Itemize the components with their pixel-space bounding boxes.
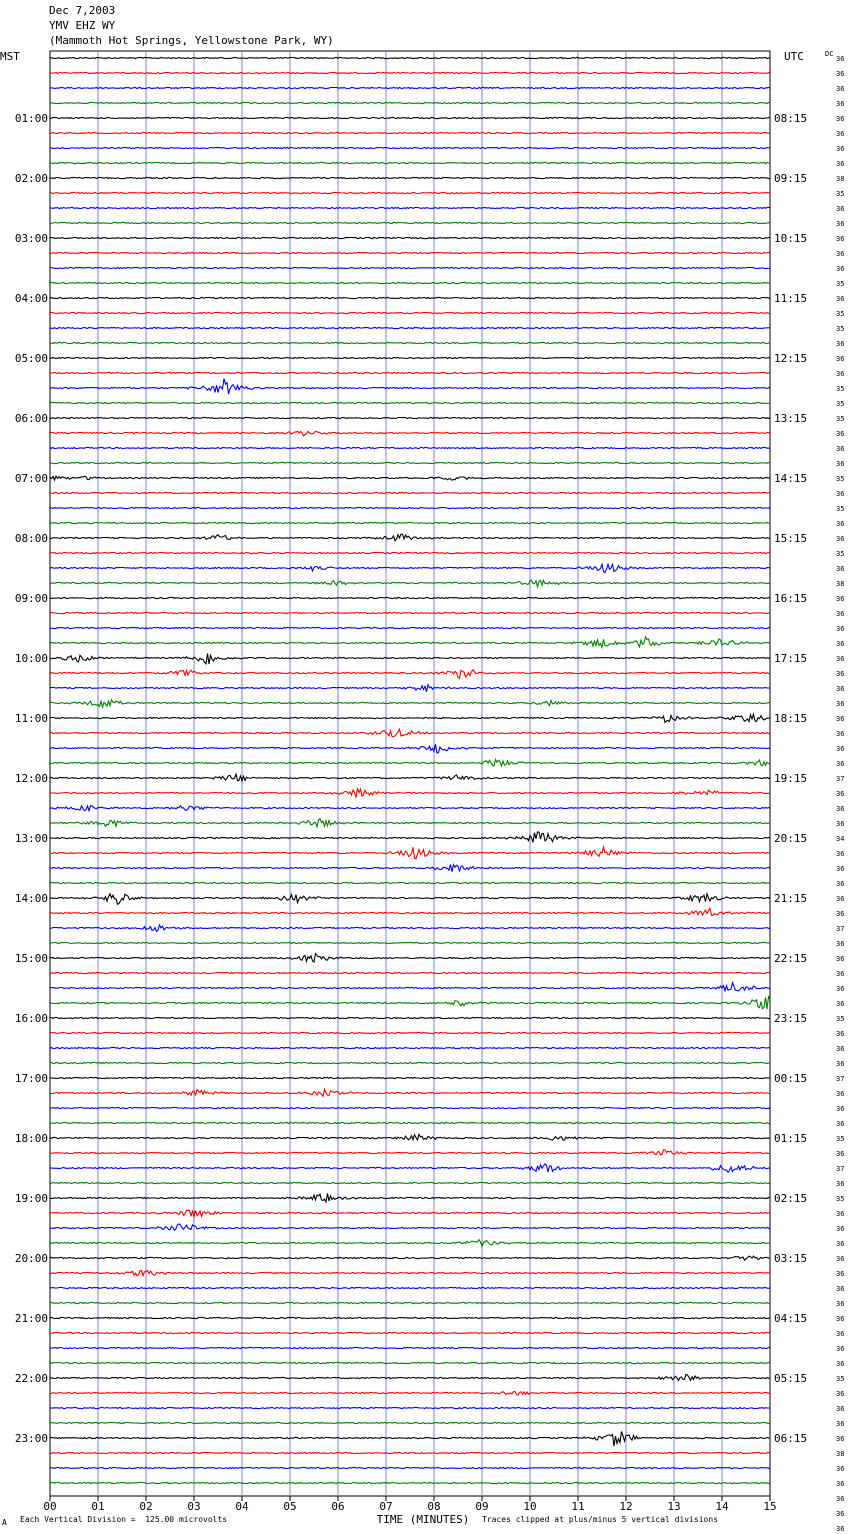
trace-line bbox=[50, 222, 770, 223]
x-tick-label: 08 bbox=[427, 1500, 441, 1513]
mst-hour-label: 07:00 bbox=[14, 472, 48, 485]
trace-line bbox=[50, 1240, 770, 1247]
trace-line bbox=[50, 357, 770, 358]
dc-offset-value: 38 bbox=[836, 175, 845, 183]
trace-line bbox=[50, 522, 770, 523]
trace-line bbox=[50, 507, 770, 508]
mst-hour-label: 17:00 bbox=[14, 1072, 48, 1085]
trace-line bbox=[50, 177, 770, 178]
trace-line bbox=[50, 87, 770, 88]
trace-line bbox=[50, 1107, 770, 1108]
trace-line bbox=[50, 597, 770, 598]
dc-offset-value: 36 bbox=[836, 1390, 845, 1398]
utc-hour-label: 05:15 bbox=[774, 1372, 808, 1385]
trace-line bbox=[50, 819, 770, 827]
x-tick-label: 13 bbox=[667, 1500, 681, 1513]
mst-hour-label: 12:00 bbox=[14, 772, 48, 785]
trace-line bbox=[50, 476, 770, 480]
utc-hour-label: 16:15 bbox=[774, 592, 808, 605]
mst-hour-label: 08:00 bbox=[14, 532, 48, 545]
trace-line bbox=[50, 832, 770, 842]
trace-line bbox=[50, 972, 770, 973]
chart-date: Dec 7,2003 bbox=[49, 4, 116, 17]
corner-mark: A bbox=[2, 1518, 7, 1527]
utc-hour-label: 14:15 bbox=[774, 472, 808, 485]
station-location: (Mammoth Hot Springs, Yellowstone Park, WY) bbox=[49, 34, 334, 47]
dc-offset-value: 37 bbox=[836, 1075, 845, 1083]
utc-hour-label: 13:15 bbox=[774, 412, 808, 425]
dc-offset-value: 36 bbox=[836, 235, 845, 243]
dc-offset-value: 36 bbox=[836, 685, 845, 693]
trace-line bbox=[50, 379, 770, 394]
trace-line bbox=[50, 909, 770, 916]
dc-label: DC bbox=[825, 50, 834, 58]
x-tick-label: 07 bbox=[379, 1500, 393, 1513]
trace-line bbox=[50, 297, 770, 298]
trace-line bbox=[50, 431, 770, 436]
dc-offset-value: 36 bbox=[836, 370, 845, 378]
trace-line bbox=[50, 132, 770, 133]
dc-offset-value: 36 bbox=[836, 805, 845, 813]
x-tick-label: 09 bbox=[475, 1500, 489, 1513]
mst-hour-label: 15:00 bbox=[14, 952, 48, 965]
utc-hour-label: 06:15 bbox=[774, 1432, 808, 1445]
trace-line bbox=[50, 729, 770, 737]
dc-offset-value: 36 bbox=[836, 1330, 845, 1338]
mst-hour-label: 18:00 bbox=[14, 1132, 48, 1145]
dc-offset-value: 36 bbox=[836, 1465, 845, 1473]
dc-offset-value: 36 bbox=[836, 910, 845, 918]
trace-line bbox=[50, 653, 770, 664]
dc-offset-value: 36 bbox=[836, 1405, 845, 1413]
x-tick-label: 01 bbox=[91, 1500, 105, 1513]
utc-hour-label: 00:15 bbox=[774, 1072, 808, 1085]
dc-offset-value: 35 bbox=[836, 325, 845, 333]
trace-line bbox=[50, 774, 770, 781]
trace-line bbox=[50, 954, 770, 963]
trace-line bbox=[50, 1122, 770, 1123]
mst-hour-label: 10:00 bbox=[14, 652, 48, 665]
utc-hour-label: 12:15 bbox=[774, 352, 808, 365]
trace-line bbox=[50, 1432, 770, 1447]
dc-offset-value: 36 bbox=[836, 1150, 845, 1158]
dc-offset-value: 36 bbox=[836, 865, 845, 873]
mst-hour-label: 01:00 bbox=[14, 112, 48, 125]
trace-line bbox=[50, 1317, 770, 1318]
trace-line bbox=[50, 1182, 770, 1183]
utc-hour-label: 02:15 bbox=[774, 1192, 808, 1205]
dc-offset-value: 35 bbox=[836, 1195, 845, 1203]
dc-offset-value: 36 bbox=[836, 625, 845, 633]
mst-axis-label: MST bbox=[0, 50, 20, 63]
trace-line bbox=[50, 1347, 770, 1348]
trace-line bbox=[50, 1256, 770, 1260]
dc-offset-value: 36 bbox=[836, 295, 845, 303]
dc-offset-value: 36 bbox=[836, 640, 845, 648]
dc-offset-value: 36 bbox=[836, 745, 845, 753]
dc-offset-value: 36 bbox=[836, 670, 845, 678]
dc-offset-value: 34 bbox=[836, 835, 845, 843]
dc-offset-value: 35 bbox=[836, 190, 845, 198]
mst-hour-label: 05:00 bbox=[14, 352, 48, 365]
dc-offset-value: 35 bbox=[836, 400, 845, 408]
dc-offset-value: 36 bbox=[836, 205, 845, 213]
trace-line bbox=[50, 685, 770, 692]
trace-line bbox=[50, 1362, 770, 1363]
dc-offset-value: 36 bbox=[836, 565, 845, 573]
trace-line bbox=[50, 983, 770, 991]
dc-offset-value: 35 bbox=[836, 385, 845, 393]
dc-offset-value: 36 bbox=[836, 100, 845, 108]
utc-hour-label: 09:15 bbox=[774, 172, 808, 185]
dc-offset-value: 36 bbox=[836, 610, 845, 618]
dc-offset-value: 36 bbox=[836, 1510, 845, 1518]
dc-offset-value: 37 bbox=[836, 925, 845, 933]
mst-hour-label: 13:00 bbox=[14, 832, 48, 845]
trace-line bbox=[50, 207, 770, 208]
trace-line bbox=[50, 612, 770, 613]
trace-line bbox=[50, 865, 770, 872]
utc-hour-label: 20:15 bbox=[774, 832, 808, 845]
trace-line bbox=[50, 492, 770, 493]
trace-line bbox=[50, 847, 770, 859]
dc-offset-value: 36 bbox=[836, 1525, 845, 1533]
trace-line bbox=[50, 1302, 770, 1303]
dc-offset-value: 37 bbox=[836, 1165, 845, 1173]
dc-offset-value: 36 bbox=[836, 985, 845, 993]
dc-offset-value: 35 bbox=[836, 1135, 845, 1143]
station-code: YMV EHZ WY bbox=[49, 19, 116, 32]
dc-offset-value: 36 bbox=[836, 700, 845, 708]
mst-hour-label: 21:00 bbox=[14, 1312, 48, 1325]
dc-offset-value: 36 bbox=[836, 1210, 845, 1218]
trace-line bbox=[50, 237, 770, 238]
trace-line bbox=[50, 192, 770, 193]
trace-line bbox=[50, 1224, 770, 1230]
dc-offset-value: 36 bbox=[836, 760, 845, 768]
dc-offset-value: 35 bbox=[836, 415, 845, 423]
trace-line bbox=[50, 1392, 770, 1396]
utc-hour-label: 17:15 bbox=[774, 652, 808, 665]
dc-offset-value: 36 bbox=[836, 655, 845, 663]
dc-offset-value: 36 bbox=[836, 1120, 845, 1128]
dc-offset-value: 36 bbox=[836, 1285, 845, 1293]
trace-line bbox=[50, 1150, 770, 1155]
dc-offset-value: 36 bbox=[836, 250, 845, 258]
dc-offset-value: 36 bbox=[836, 340, 845, 348]
dc-offset-value: 36 bbox=[836, 1225, 845, 1233]
dc-offset-value: 36 bbox=[836, 265, 845, 273]
trace-line bbox=[50, 1077, 770, 1078]
trace-line bbox=[50, 162, 770, 163]
trace-line bbox=[50, 1062, 770, 1063]
dc-offset-value: 38 bbox=[836, 1450, 845, 1458]
dc-offset-value: 36 bbox=[836, 55, 845, 63]
dc-offset-value: 36 bbox=[836, 490, 845, 498]
dc-offset-value: 36 bbox=[836, 445, 845, 453]
dc-offset-value: 38 bbox=[836, 580, 845, 588]
utc-hour-label: 04:15 bbox=[774, 1312, 808, 1325]
x-tick-label: 02 bbox=[139, 1500, 153, 1513]
dc-offset-value: 36 bbox=[836, 1315, 845, 1323]
dc-offset-value: 36 bbox=[836, 1270, 845, 1278]
utc-hour-label: 19:15 bbox=[774, 772, 808, 785]
mst-hour-label: 22:00 bbox=[14, 1372, 48, 1385]
x-tick-label: 12 bbox=[619, 1500, 633, 1513]
trace-line bbox=[50, 700, 770, 707]
dc-offset-value: 36 bbox=[836, 820, 845, 828]
utc-hour-label: 11:15 bbox=[774, 292, 808, 305]
dc-offset-value: 35 bbox=[836, 550, 845, 558]
dc-offset-value: 36 bbox=[836, 130, 845, 138]
dc-offset-value: 36 bbox=[836, 1045, 845, 1053]
dc-offset-value: 36 bbox=[836, 220, 845, 228]
dc-offset-value: 36 bbox=[836, 715, 845, 723]
utc-hour-label: 01:15 bbox=[774, 1132, 808, 1145]
mst-hour-label: 04:00 bbox=[14, 292, 48, 305]
dc-offset-value: 37 bbox=[836, 775, 845, 783]
dc-offset-value: 36 bbox=[836, 1495, 845, 1503]
trace-line bbox=[50, 102, 770, 103]
utc-hour-label: 23:15 bbox=[774, 1012, 808, 1025]
dc-offset-value: 36 bbox=[836, 460, 845, 468]
trace-line bbox=[50, 942, 770, 943]
trace-line bbox=[50, 1452, 770, 1453]
dc-offset-value: 36 bbox=[836, 595, 845, 603]
dc-offset-value: 36 bbox=[836, 1360, 845, 1368]
dc-offset-value: 35 bbox=[836, 310, 845, 318]
dc-offset-value: 35 bbox=[836, 475, 845, 483]
dc-offset-value: 36 bbox=[836, 1435, 845, 1443]
dc-offset-value: 36 bbox=[836, 970, 845, 978]
x-tick-label: 03 bbox=[187, 1500, 201, 1513]
trace-line bbox=[50, 1210, 770, 1217]
trace-line bbox=[50, 1164, 770, 1173]
dc-offset-value: 35 bbox=[836, 280, 845, 288]
scale-note: Each Vertical Division = 125.00 microvolts bbox=[20, 1515, 228, 1524]
x-tick-label: 10 bbox=[523, 1500, 537, 1513]
x-tick-label: 15 bbox=[763, 1500, 777, 1513]
dc-offset-value: 36 bbox=[836, 1300, 845, 1308]
mst-hour-label: 11:00 bbox=[14, 712, 48, 725]
trace-line bbox=[50, 882, 770, 883]
dc-offset-value: 36 bbox=[836, 1420, 845, 1428]
trace-line bbox=[50, 417, 770, 418]
trace-line bbox=[50, 327, 770, 328]
dc-offset-value: 36 bbox=[836, 880, 845, 888]
x-tick-label: 04 bbox=[235, 1500, 249, 1513]
trace-line bbox=[50, 1422, 770, 1423]
dc-offset-value: 36 bbox=[836, 70, 845, 78]
mst-hour-label: 19:00 bbox=[14, 1192, 48, 1205]
dc-offset-value: 35 bbox=[836, 505, 845, 513]
mst-hour-label: 20:00 bbox=[14, 1252, 48, 1265]
utc-hour-label: 18:15 bbox=[774, 712, 808, 725]
trace-line bbox=[50, 147, 770, 148]
trace-line bbox=[50, 342, 770, 343]
trace-line bbox=[50, 637, 770, 647]
trace-line bbox=[50, 252, 770, 253]
trace-line bbox=[50, 760, 770, 766]
dc-offset-value: 36 bbox=[836, 355, 845, 363]
trace-line bbox=[50, 564, 770, 572]
clip-note: Traces clipped at plus/minus 5 vertical divisions bbox=[482, 1515, 719, 1524]
mst-hour-label: 09:00 bbox=[14, 592, 48, 605]
trace-line bbox=[50, 552, 770, 553]
mst-hour-label: 16:00 bbox=[14, 1012, 48, 1025]
dc-offset-value: 36 bbox=[836, 1345, 845, 1353]
x-axis-title: TIME (MINUTES) bbox=[376, 1513, 470, 1526]
dc-offset-value: 36 bbox=[836, 145, 845, 153]
mst-hour-label: 14:00 bbox=[14, 892, 48, 905]
dc-offset-value: 36 bbox=[836, 790, 845, 798]
x-tick-label: 05 bbox=[283, 1500, 297, 1513]
trace-line bbox=[50, 447, 770, 448]
dc-offset-value: 36 bbox=[836, 115, 845, 123]
mst-hour-label: 02:00 bbox=[14, 172, 48, 185]
utc-hour-label: 15:15 bbox=[774, 532, 808, 545]
trace-line bbox=[50, 312, 770, 313]
trace-line bbox=[50, 1134, 770, 1140]
trace-line bbox=[50, 462, 770, 463]
trace-line bbox=[50, 1032, 770, 1033]
x-tick-label: 11 bbox=[571, 1500, 585, 1513]
trace-line bbox=[50, 117, 770, 118]
trace-line bbox=[50, 282, 770, 283]
trace-line bbox=[50, 806, 770, 811]
trace-line bbox=[50, 534, 770, 541]
x-tick-label: 14 bbox=[715, 1500, 729, 1513]
dc-offset-value: 35 bbox=[836, 1375, 845, 1383]
dc-offset-value: 36 bbox=[836, 430, 845, 438]
dc-offset-value: 36 bbox=[836, 895, 845, 903]
trace-line bbox=[50, 670, 770, 679]
dc-offset-value: 36 bbox=[836, 850, 845, 858]
trace-line bbox=[50, 1332, 770, 1333]
mst-hour-label: 06:00 bbox=[14, 412, 48, 425]
mst-hour-label: 03:00 bbox=[14, 232, 48, 245]
trace-line bbox=[50, 1407, 770, 1408]
dc-offset-value: 36 bbox=[836, 1060, 845, 1068]
dc-offset-value: 36 bbox=[836, 85, 845, 93]
trace-line bbox=[50, 894, 770, 904]
mst-hour-label: 23:00 bbox=[14, 1432, 48, 1445]
dc-offset-value: 36 bbox=[836, 1240, 845, 1248]
dc-offset-value: 36 bbox=[836, 955, 845, 963]
trace-line bbox=[50, 580, 770, 587]
dc-offset-value: 36 bbox=[836, 1105, 845, 1113]
x-tick-label: 06 bbox=[331, 1500, 345, 1513]
dc-offset-value: 35 bbox=[836, 1015, 845, 1023]
trace-line bbox=[50, 1193, 770, 1202]
trace-line bbox=[50, 1047, 770, 1048]
dc-offset-value: 36 bbox=[836, 1000, 845, 1008]
trace-line bbox=[50, 997, 770, 1009]
utc-hour-label: 03:15 bbox=[774, 1252, 808, 1265]
trace-line bbox=[50, 1467, 770, 1468]
trace-line bbox=[50, 72, 770, 73]
trace-line bbox=[50, 267, 770, 268]
dc-offset-value: 36 bbox=[836, 940, 845, 948]
utc-hour-label: 22:15 bbox=[774, 952, 808, 965]
trace-line bbox=[50, 714, 770, 722]
utc-hour-label: 10:15 bbox=[774, 232, 808, 245]
dc-offset-value: 36 bbox=[836, 1180, 845, 1188]
trace-line bbox=[50, 627, 770, 628]
trace-line bbox=[50, 1089, 770, 1096]
dc-offset-value: 36 bbox=[836, 1090, 845, 1098]
trace-line bbox=[50, 57, 770, 58]
dc-offset-value: 36 bbox=[836, 160, 845, 168]
dc-offset-value: 36 bbox=[836, 1030, 845, 1038]
trace-line bbox=[50, 925, 770, 932]
trace-line bbox=[50, 1017, 770, 1018]
trace-line bbox=[50, 1287, 770, 1288]
trace-line bbox=[50, 1271, 770, 1276]
dc-offset-value: 36 bbox=[836, 730, 845, 738]
trace-line bbox=[50, 1374, 770, 1380]
dc-offset-value: 36 bbox=[836, 520, 845, 528]
dc-offset-value: 36 bbox=[836, 535, 845, 543]
dc-offset-value: 36 bbox=[836, 1255, 845, 1263]
dc-offset-value: 36 bbox=[836, 1480, 845, 1488]
trace-line bbox=[50, 744, 770, 753]
x-tick-label: 00 bbox=[43, 1500, 57, 1513]
trace-line bbox=[50, 1482, 770, 1483]
trace-line bbox=[50, 788, 770, 798]
utc-hour-label: 21:15 bbox=[774, 892, 808, 905]
trace-line bbox=[50, 372, 770, 373]
utc-axis-label: UTC bbox=[784, 50, 804, 63]
utc-hour-label: 08:15 bbox=[774, 112, 808, 125]
trace-line bbox=[50, 402, 770, 403]
